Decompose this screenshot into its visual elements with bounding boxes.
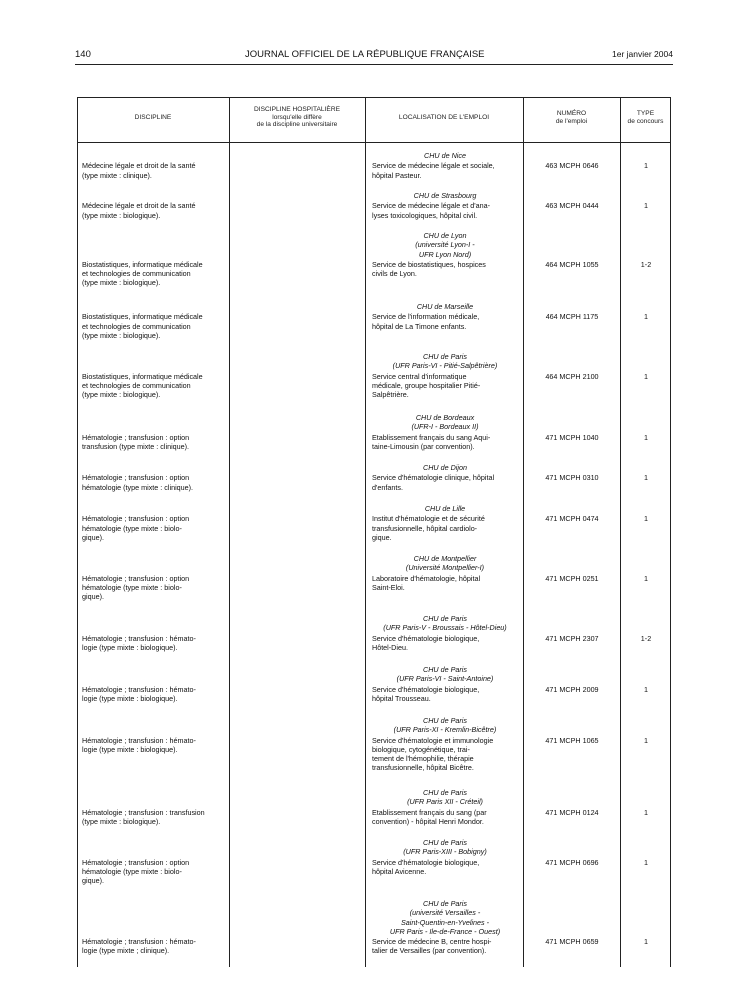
column-header-location: LOCALISATION DE L'EMPLOI <box>398 114 490 121</box>
discipline-name: Biostatistiques, informatique médicale et technologies de communication (type mixte : biologique). <box>82 259 203 288</box>
discipline-name: Hématologie ; transfusion : transfusion (type mixte : biologique). <box>82 807 205 826</box>
competition-type: 1 <box>644 161 648 171</box>
page-number: 140 <box>75 49 91 60</box>
position-number: 471 MCPH 0659 <box>545 937 599 947</box>
position-number: 471 MCPH 0474 <box>545 514 599 524</box>
column-divider <box>229 97 230 967</box>
column-header-type: TYPE de concours <box>627 110 664 125</box>
position-number: 463 MCPH 0444 <box>545 201 599 211</box>
table-top-border <box>77 97 671 98</box>
hospital-service: Service de médecine légale et d'ana- lyses toxicologiques, hôpital civil. <box>372 201 491 220</box>
discipline-name: Hématologie ; transfusion : option hématologie (type mixte : biolo- gique). <box>82 857 190 886</box>
header-rule <box>75 64 673 65</box>
column-divider <box>365 97 366 967</box>
hospital-service: Laboratoire d'hématologie, hôpital Saint-Eloi. <box>372 573 481 592</box>
hospital-service: Service de médecine légale et sociale, hôpital Pasteur. <box>372 161 495 180</box>
competition-type: 1 <box>644 201 648 211</box>
competition-type: 1 <box>644 371 648 381</box>
discipline-name: Hématologie ; transfusion : hémato- logie (type mixte ; clinique). <box>82 937 196 956</box>
competition-type: 1 <box>644 807 648 817</box>
position-number: 471 MCPH 1065 <box>545 735 599 745</box>
position-number: 471 MCPH 0251 <box>545 573 599 583</box>
competition-type: 1 <box>644 684 648 694</box>
competition-type: 1 <box>644 514 648 524</box>
position-number: 471 MCPH 2009 <box>545 684 599 694</box>
competition-type: 1 <box>644 573 648 583</box>
column-header-number: NUMÉRO de l'emploi <box>555 110 588 125</box>
competition-type: 1 <box>644 312 648 322</box>
employment-location: CHU de Lyon (université Lyon-I - UFR Lyon Nord) <box>415 231 475 259</box>
discipline-name: Hématologie ; transfusion : option transfusion (type mixte : clinique). <box>82 432 190 451</box>
competition-type: 1 <box>644 735 648 745</box>
hospital-service: Etablissement français du sang (par convention) - hôpital Henri Mondor. <box>372 807 487 826</box>
position-number: 471 MCPH 0696 <box>545 857 599 867</box>
column-divider <box>523 97 524 967</box>
column-header-discipline: DISCIPLINE <box>134 114 172 121</box>
position-number: 463 MCPH 0646 <box>545 161 599 171</box>
discipline-name: Biostatistiques, informatique médicale et technologies de communication (type mixte : biologique). <box>82 371 203 400</box>
competition-type: 1 <box>644 857 648 867</box>
discipline-name: Biostatistiques, informatique médicale et technologies de communication (type mixte : biologique). <box>82 312 203 340</box>
employment-location: CHU de Dijon <box>423 463 467 472</box>
competition-type: 1 <box>644 432 648 442</box>
employment-location: CHU de Paris (UFR Paris-V - Broussais - Hôtel-Dieu) <box>383 614 507 633</box>
employment-location: CHU de Nice <box>424 151 466 160</box>
employment-location: CHU de Paris (UFR Paris XII - Créteil) <box>407 788 483 807</box>
competition-type: 1 <box>644 473 648 483</box>
column-header-hospital-discipline: DISCIPLINE HOSPITALIÈRE lorsqu'elle diffère de la discipline universitaire <box>254 106 340 129</box>
position-number: 464 MCPH 1055 <box>545 259 599 269</box>
employment-location: CHU de Marseille <box>416 302 474 311</box>
employment-location: CHU de Paris (UFR Paris-XI - Kremlin-Bicêtre) <box>393 716 497 735</box>
competition-type: 1 <box>644 937 648 947</box>
table-header-divider <box>77 142 671 143</box>
employment-location: CHU de Paris (UFR Paris-XIII - Bobigny) <box>403 838 487 857</box>
competition-type: 1-2 <box>640 259 652 269</box>
competition-type: 1-2 <box>640 633 652 643</box>
table-left-border <box>77 97 78 967</box>
employment-location: CHU de Bordeaux (UFR-I - Bordeaux II) <box>411 413 479 432</box>
hospital-service: Service de biostatistiques, hospices civils de Lyon. <box>372 259 486 279</box>
hospital-service: Service d'hématologie clinique, hôpital d'enfants. <box>372 473 495 492</box>
employment-location: CHU de Montpellier (Université Montpellier-I) <box>405 554 485 573</box>
discipline-name: Hématologie ; transfusion : option hématologie (type mixte : biolo- gique). <box>82 573 190 602</box>
employment-location: CHU de Paris (UFR Paris-VI - Pitié-Salpêtrière) <box>392 352 498 371</box>
hospital-service: Service de médecine B, centre hospi- talier de Versailles (par convention). <box>372 937 492 956</box>
employment-location: CHU de Paris (université Versailles - Saint-Quentin-en-Yvelines - UFR Paris - Ile-de-France - Ouest) <box>389 899 501 936</box>
hospital-service: Etablissement français du sang Aqui- taine-Limousin (par convention). <box>372 432 491 451</box>
hospital-service: Institut d'hématologie et de sécurité transfusionnelle, hôpital cardiolo- gique. <box>372 514 485 542</box>
hospital-service: Service d'hématologie biologique, hôpital Avicenne. <box>372 857 480 876</box>
employment-location: CHU de Lille <box>424 504 466 513</box>
position-number: 464 MCPH 1175 <box>545 312 599 322</box>
position-number: 464 MCPH 2100 <box>545 371 599 381</box>
journal-title: JOURNAL OFFICIEL DE LA RÉPUBLIQUE FRANÇAISE <box>245 49 485 60</box>
position-number: 471 MCPH 0310 <box>545 473 599 483</box>
position-number: 471 MCPH 1040 <box>545 432 599 442</box>
hospital-service: Service d'hématologie et immunologie biologique, cytogénétique, trai- tement de l'hémophilie, thérapie transfusionnelle, hôpital Bicêtre. <box>372 735 494 773</box>
table-right-border <box>670 97 671 967</box>
hospital-service: Service d'hématologie biologique, hôpital Trousseau. <box>372 684 480 703</box>
hospital-service: Service d'hématologie biologique, Hôtel-Dieu. <box>372 633 480 652</box>
hospital-service: Service de l'information médicale, hôpital de La Timone enfants. <box>372 312 480 331</box>
discipline-name: Hématologie ; transfusion : option hématologie (type mixte : clinique). <box>82 473 194 492</box>
discipline-name: Hématologie ; transfusion : hémato- logie (type mixte : biologique). <box>82 684 196 703</box>
position-number: 471 MCPH 0124 <box>545 807 599 817</box>
employment-location: CHU de Strasbourg <box>413 191 477 200</box>
discipline-name: Hématologie ; transfusion : hémato- logie (type mixte : biologique). <box>82 633 196 652</box>
employment-location: CHU de Paris (UFR Paris-VI - Saint-Antoine) <box>396 665 494 684</box>
hospital-service: Service central d'informatique médicale, groupe hospitalier Pitié- Salpêtrière. <box>372 371 481 400</box>
discipline-name: Hématologie ; transfusion : hémato- logie (type mixte : biologique). <box>82 735 196 754</box>
discipline-name: Médecine légale et droit de la santé (type mixte : biologique). <box>82 201 196 220</box>
discipline-name: Médecine légale et droit de la santé (type mixte : clinique). <box>82 161 196 180</box>
issue-date: 1er janvier 2004 <box>612 49 673 59</box>
column-divider <box>620 97 621 967</box>
position-number: 471 MCPH 2307 <box>545 633 599 643</box>
discipline-name: Hématologie ; transfusion : option hématologie (type mixte : biolo- gique). <box>82 514 190 542</box>
